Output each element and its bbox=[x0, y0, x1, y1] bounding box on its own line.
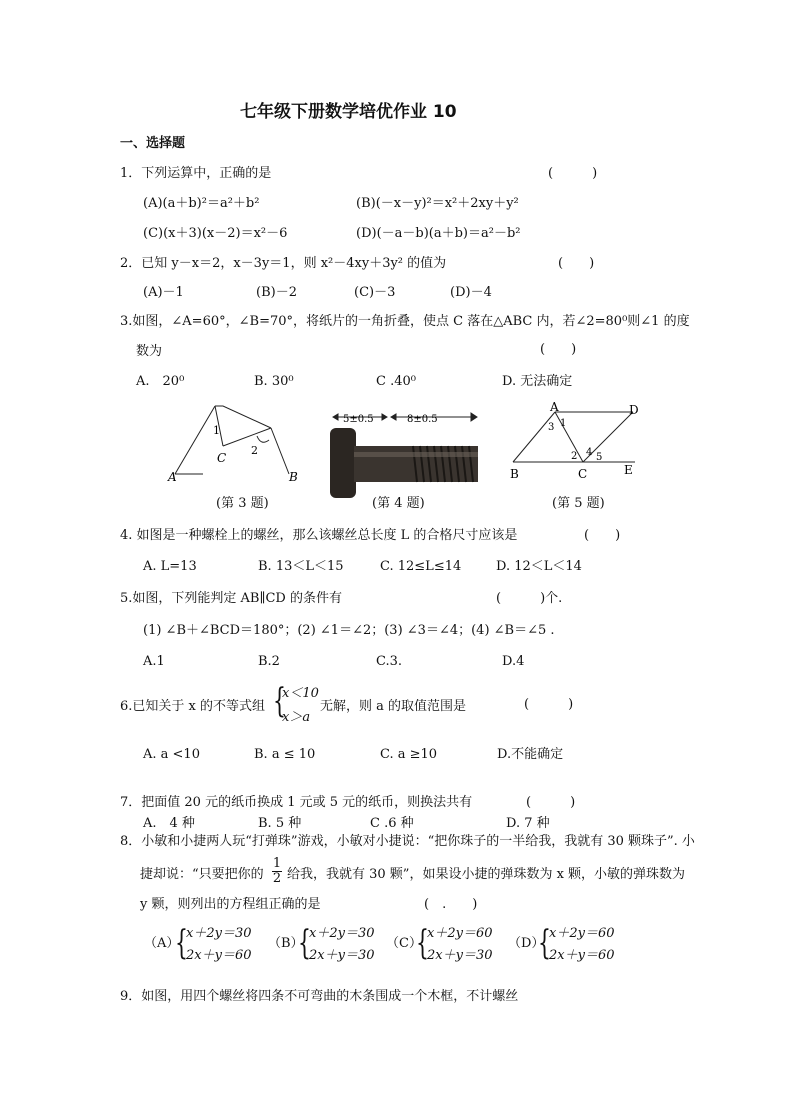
q3-answer-paren: ( ) bbox=[540, 342, 577, 357]
figure-4-bolt bbox=[325, 406, 485, 502]
q6-option-d: D.不能确定 bbox=[497, 747, 564, 762]
equation-1: x＋2y＝30 bbox=[186, 926, 252, 941]
q1-stem: 1．下列运算中，正确的是 bbox=[120, 166, 272, 181]
fig3-label-1: 1 bbox=[213, 424, 220, 437]
q7-option-b: B. 5 种 bbox=[258, 816, 302, 831]
fig5-angle-5: 5 bbox=[596, 452, 603, 463]
q6-option-a: A. a <10 bbox=[143, 747, 200, 762]
brace: { bbox=[298, 923, 311, 963]
q4-option-b: B. 13＜L＜15 bbox=[258, 559, 344, 574]
equation-1: x＋2y＝60 bbox=[549, 926, 615, 941]
equation-2: 2x＋y＝60 bbox=[186, 948, 252, 963]
fig5-angle-2: 2 bbox=[571, 451, 578, 462]
q8-fraction bbox=[270, 857, 284, 886]
q8-line-3: y 颗，则列出的方程组正确的是 bbox=[140, 897, 321, 912]
q8-option-label: （A） bbox=[144, 936, 180, 951]
q6-option-c: C. a ≥10 bbox=[380, 747, 438, 762]
fig5-label-e: E bbox=[624, 463, 633, 477]
q8-line-2b: 给我，我就有 30 颗”，如果设小捷的弹珠数为 x 颗，小敏的弹珠数为 bbox=[287, 867, 686, 882]
q2-option-a: (A)－1 bbox=[143, 285, 184, 300]
bolt-head bbox=[330, 428, 356, 498]
q6-answer-paren: ( ) bbox=[524, 697, 574, 712]
fig4-dim-thread: 8±0.5 bbox=[407, 414, 438, 425]
brace: { bbox=[416, 923, 429, 963]
fig5-label-d: D bbox=[629, 403, 639, 417]
fig4-dim-head: 5±0.5 bbox=[343, 414, 374, 425]
q5-answer-paren: ( )个. bbox=[496, 591, 563, 606]
q2-stem: 2．已知 y－x＝2，x－3y＝1，则 x²－4xy＋3y² 的值为 bbox=[120, 256, 447, 271]
q4-stem: 4. 如图是一种螺栓上的螺丝，那么该螺丝总长度 L 的合格尺寸应该是 bbox=[120, 528, 518, 543]
equation-1: x＋2y＝60 bbox=[427, 926, 493, 941]
q5-option-b: B.2 bbox=[258, 654, 280, 669]
equation-2: 2x＋y＝60 bbox=[549, 948, 615, 963]
q8-fraction-num: 1 bbox=[272, 856, 282, 871]
q6-ineq-1: x＜10 bbox=[282, 686, 319, 701]
q2-option-c: (C)－3 bbox=[354, 285, 396, 300]
caption-fig4: (第 4 题) bbox=[372, 496, 425, 511]
equation-2: 2x＋y＝30 bbox=[309, 948, 375, 963]
q7-stem: 7．把面值 20 元的纸币换成 1 元或 5 元的纸币，则换法共有 bbox=[120, 795, 473, 810]
q4-option-c: C. 12≤L≤14 bbox=[380, 559, 462, 574]
q8-fraction-den: 2 bbox=[272, 871, 282, 886]
q5-option-a: A.1 bbox=[143, 654, 165, 669]
q2-option-d: (D)－4 bbox=[450, 285, 492, 300]
fig5-angle-1: 1 bbox=[560, 418, 567, 429]
q5-stem: 5.如图，下列能判定 AB∥CD 的条件有 bbox=[120, 591, 342, 606]
q3-option-c: C .40⁰ bbox=[376, 374, 416, 389]
figure-3-triangle bbox=[165, 396, 305, 486]
q6-stem-post: 无解，则 a 的取值范围是 bbox=[320, 699, 467, 714]
q6-brace: { bbox=[273, 681, 286, 721]
q8-line-2a: 捷却说：“只要把你的 bbox=[140, 867, 264, 882]
q8-option-label: （B） bbox=[268, 936, 304, 951]
q1-option-a: (A)(a＋b)²＝a²＋b² bbox=[143, 196, 260, 211]
q3-stem-cont: 数为 bbox=[136, 344, 163, 359]
q5-option-d: D.4 bbox=[502, 654, 525, 669]
brace: { bbox=[538, 923, 551, 963]
q8-option-label: （D） bbox=[508, 936, 545, 951]
q5-conditions: (1) ∠B＋∠BCD＝180°；(2) ∠1＝∠2；(3) ∠3＝∠4；(4) ∠B＝∠5 . bbox=[143, 623, 555, 638]
fig5-angle-3: 3 bbox=[548, 422, 555, 433]
q6-stem-pre: 6.已知关于 x 的不等式组 bbox=[120, 699, 265, 714]
figure-5-parallelogram bbox=[505, 400, 645, 484]
equation-1: x＋2y＝30 bbox=[309, 926, 375, 941]
equation-2: 2x＋y＝30 bbox=[427, 948, 493, 963]
fig5-label-b: B bbox=[510, 467, 519, 481]
caption-fig5: (第 5 题) bbox=[552, 496, 605, 511]
caption-fig3: (第 3 题) bbox=[216, 496, 269, 511]
q4-option-d: D. 12＜L＜14 bbox=[496, 559, 582, 574]
fig3-label-c: C bbox=[217, 451, 227, 465]
q7-option-a: A. 4 种 bbox=[143, 816, 195, 831]
fig5-label-c: C bbox=[578, 467, 588, 481]
q6-option-b: B. a ≤ 10 bbox=[254, 747, 316, 762]
fig5-label-a: A bbox=[550, 400, 559, 414]
fig3-label-2: 2 bbox=[251, 444, 258, 457]
q8-line-1: 8．小敏和小捷两人玩“打弹珠”游戏，小敏对小捷说：“把你珠子的一半给我，我就有 30 颗珠子”. 小 bbox=[120, 834, 695, 849]
q7-answer-paren: ( ) bbox=[526, 795, 576, 810]
q1-option-c: (C)(x＋3)(x－2)＝x²－6 bbox=[143, 226, 288, 241]
q4-option-a: A. L=13 bbox=[143, 559, 197, 574]
brace: { bbox=[175, 923, 188, 963]
q3-option-b: B. 30⁰ bbox=[254, 374, 294, 389]
q7-option-c: C .6 种 bbox=[370, 816, 414, 831]
q7-option-d: D. 7 种 bbox=[506, 816, 550, 831]
page-title: 七年级下册数学培优作业 10 bbox=[240, 102, 457, 122]
q1-option-b: (B)(－x－y)²＝x²＋2xy＋y² bbox=[356, 196, 519, 211]
q1-answer-paren: ( ) bbox=[548, 166, 598, 181]
q2-option-b: (B)－2 bbox=[256, 285, 297, 300]
q1-option-d: (D)(－a－b)(a＋b)＝a²－b² bbox=[356, 226, 521, 241]
q3-option-a: A. 20⁰ bbox=[136, 374, 185, 389]
q6-ineq-2: x＞a bbox=[282, 710, 311, 725]
q3-option-d: D. 无法确定 bbox=[502, 374, 573, 389]
q3-stem: 3.如图，∠A=60°，∠B=70°，将纸片的一角折叠，使点 C 落在△ABC 内，若∠2=80⁰则∠1 的度 bbox=[120, 314, 690, 329]
fig5-angle-4: 4 bbox=[586, 447, 593, 458]
fig3-label-b: B bbox=[289, 470, 298, 484]
q9-stem: 9．如图，用四个螺丝将四条不可弯曲的木条围成一个木框，不计螺丝 bbox=[120, 989, 519, 1004]
q2-answer-paren: ( ) bbox=[558, 256, 595, 271]
q4-answer-paren: ( ) bbox=[584, 528, 621, 543]
q5-option-c: C.3. bbox=[376, 654, 403, 669]
q8-answer-paren: ( . ) bbox=[424, 897, 478, 912]
fig3-label-a: A bbox=[168, 470, 177, 484]
section-heading: 一、选择题 bbox=[120, 136, 186, 151]
q8-option-label: （C） bbox=[386, 936, 422, 951]
